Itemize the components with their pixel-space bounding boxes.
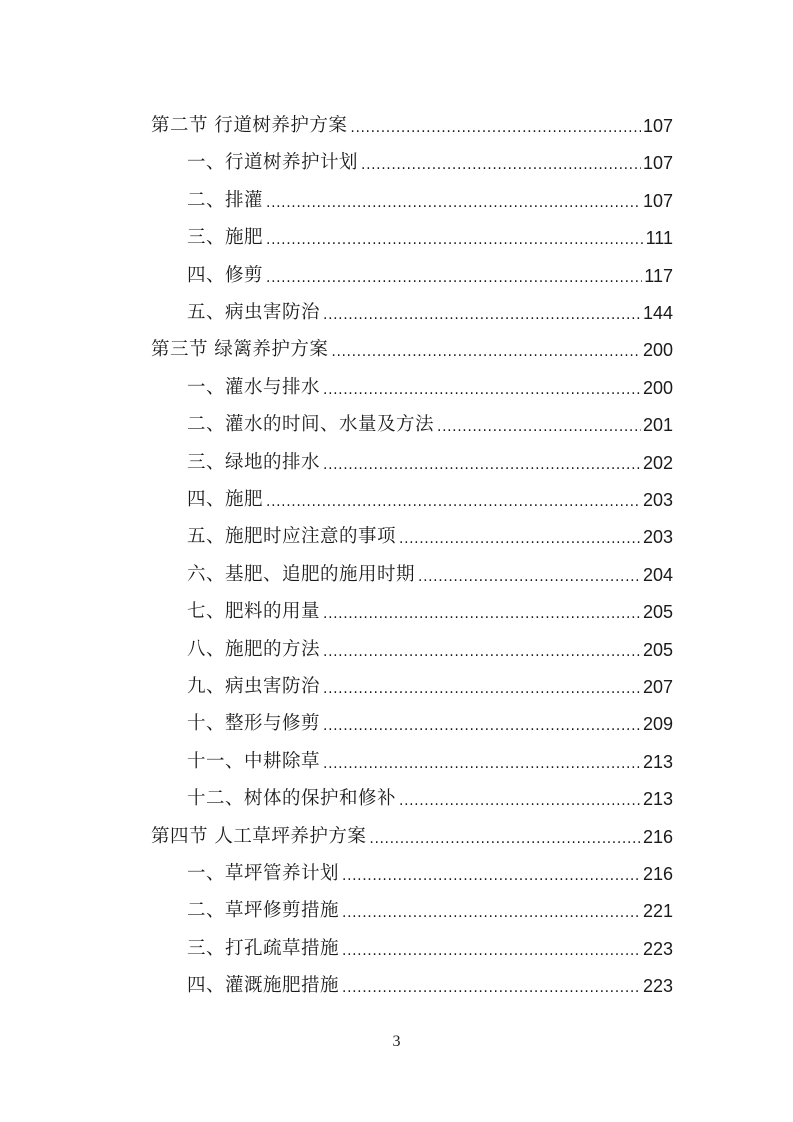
toc-entry-title: 三、施肥: [187, 227, 264, 249]
toc-dot-leader: [266, 233, 644, 247]
toc-section-link[interactable]: [151, 324, 673, 361]
toc-subsection-link[interactable]: [187, 698, 673, 735]
toc-entry-page: 207: [642, 677, 673, 697]
toc-dot-leader: [361, 158, 641, 172]
toc-entry-page: 107: [642, 116, 673, 136]
toc-subsection-link[interactable]: [187, 437, 673, 474]
toc-dot-leader: [323, 308, 641, 322]
toc-entry-title: 二、排灌: [187, 189, 264, 211]
toc-entry-page: 107: [642, 190, 673, 211]
toc-entry-title: 一、草坪管养计划: [187, 863, 340, 884]
toc-subsection-link[interactable]: [187, 773, 673, 810]
toc-dot-leader: [369, 832, 641, 846]
toc-entry-title: 第二节 行道树养护方案: [151, 115, 348, 136]
toc-entry-title: 五、施肥时应注意的事项: [187, 526, 397, 548]
toc-entry-page: 223: [642, 976, 673, 997]
toc-subsection-link[interactable]: [187, 287, 673, 324]
toc-entry-page: 203: [642, 490, 673, 510]
toc-dot-leader: [266, 271, 642, 285]
toc-dot-leader: [323, 719, 641, 733]
toc-entry-title: 六、基肥、追肥的施用时期: [187, 563, 416, 585]
toc-dot-leader: [323, 682, 641, 696]
toc-entry-page: 117: [644, 265, 673, 286]
toc-subsection-link[interactable]: [187, 736, 673, 773]
toc-dot-leader: [323, 383, 641, 397]
toc-dot-leader: [342, 944, 641, 958]
toc-dot-leader: [350, 121, 641, 135]
toc-section-link[interactable]: [151, 811, 673, 848]
toc-entry-page: 223: [642, 938, 673, 959]
toc-entry-title: 十一、中耕除草: [187, 750, 321, 772]
toc-entry-title: 四、灌溉施肥措施: [187, 975, 340, 997]
toc-subsection-link[interactable]: [187, 624, 673, 661]
toc-dot-leader: [418, 570, 641, 584]
toc-entry-page: 203: [642, 527, 673, 548]
toc-entry-title: 四、施肥: [187, 489, 264, 510]
toc-subsection-link[interactable]: [187, 362, 673, 399]
toc-entry-page: 216: [642, 864, 673, 884]
toc-entry-title: 四、修剪: [187, 264, 264, 286]
toc-entry-page: 111: [645, 228, 673, 249]
toc-entry-title: 一、行道树养护计划: [187, 152, 359, 174]
toc-dot-leader: [323, 757, 641, 771]
toc-entry-page: 213: [642, 789, 673, 810]
toc-dot-leader: [399, 794, 641, 808]
toc-subsection-link[interactable]: [187, 848, 673, 885]
toc-subsection-link[interactable]: [187, 960, 673, 997]
toc-dot-leader: [399, 532, 641, 546]
toc-dot-leader: [331, 345, 641, 359]
toc-entry-page: 200: [642, 377, 673, 398]
toc-entry-title: 九、病虫害防治: [187, 676, 321, 697]
toc-entry-page: 213: [642, 751, 673, 772]
toc-subsection-link[interactable]: [187, 474, 673, 511]
toc-entry-title: 五、病虫害防治: [187, 302, 321, 323]
toc-entry-page: 200: [642, 340, 673, 361]
toc-entry-title: 第四节 人工草坪养护方案: [151, 825, 367, 847]
toc-entry-page: 202: [642, 452, 673, 473]
toc-entry-page: 144: [642, 303, 673, 323]
toc-subsection-link[interactable]: [187, 175, 673, 212]
toc-subsection-link[interactable]: [187, 250, 673, 287]
toc-subsection-link[interactable]: [187, 586, 673, 623]
toc-dot-leader: [323, 458, 641, 472]
toc-entry-title: 第三节 绿篱养护方案: [151, 339, 329, 361]
toc-entry-page: 205: [642, 602, 673, 623]
toc-dot-leader: [323, 645, 641, 659]
toc-entry-page: 107: [642, 153, 673, 174]
toc-subsection-link[interactable]: [187, 923, 673, 960]
toc-dot-leader: [342, 906, 641, 920]
toc-entry-title: 十、整形与修剪: [187, 713, 321, 735]
toc-entry-page: 209: [642, 714, 673, 735]
toc-entry-title: 七、肥料的用量: [187, 601, 321, 623]
toc-dot-leader: [342, 981, 641, 995]
toc-dot-leader: [323, 607, 641, 621]
toc-subsection-link[interactable]: [187, 399, 673, 436]
toc-entry-title: 二、草坪修剪措施: [187, 900, 340, 922]
toc-entry-page: 205: [642, 639, 673, 660]
toc-entry-title: 一、灌水与排水: [187, 376, 321, 398]
toc-section-link[interactable]: [151, 100, 673, 137]
toc-dot-leader: [437, 420, 641, 434]
toc-entry-title: 十二、树体的保护和修补: [187, 788, 397, 810]
toc-subsection-link[interactable]: [187, 137, 673, 174]
toc-dot-leader: [266, 196, 641, 210]
toc-entry-page: 216: [642, 826, 673, 847]
toc-subsection-link[interactable]: [187, 212, 673, 249]
toc-dot-leader: [342, 869, 641, 883]
toc-subsection-link[interactable]: [187, 549, 673, 586]
toc-entry-page: 204: [642, 564, 673, 585]
page-number: 3: [392, 1033, 401, 1050]
toc-subsection-link[interactable]: [187, 511, 673, 548]
toc-subsection-link[interactable]: [187, 661, 673, 698]
toc-entry-title: 八、施肥的方法: [187, 638, 321, 660]
toc-entry-title: 二、灌水的时间、水量及方法: [187, 414, 435, 436]
toc-entry-page: 221: [642, 901, 673, 922]
toc-entry-page: 201: [642, 415, 673, 436]
toc-entry-title: 三、绿地的排水: [187, 451, 321, 473]
toc-subsection-link[interactable]: [187, 885, 673, 922]
toc-entry-title: 三、打孔疏草措施: [187, 937, 340, 959]
toc-dot-leader: [266, 495, 641, 509]
